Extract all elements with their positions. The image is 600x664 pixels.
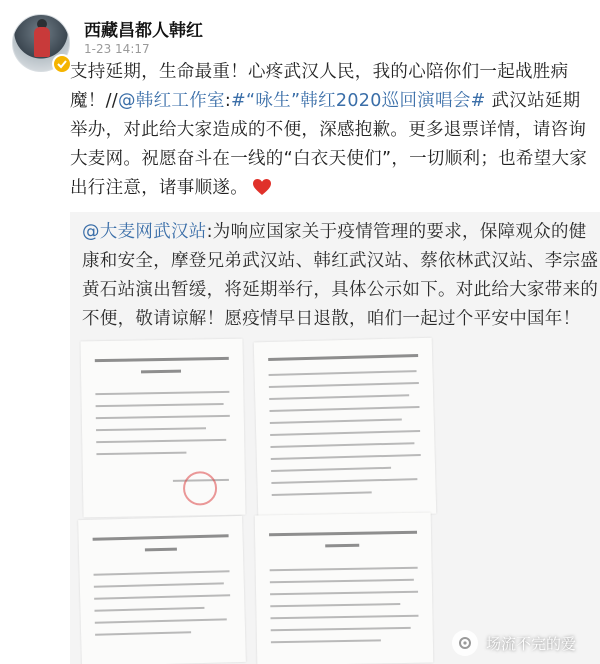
post-body xyxy=(70,58,598,206)
repost-body xyxy=(82,218,600,334)
repost-mention-link[interactable]: @大麦网武汉站 xyxy=(82,222,207,242)
post-text-part: : xyxy=(224,91,232,111)
watermark-text: 场流不完的爱 xyxy=(486,634,577,653)
hashtag-link[interactable]: #“咏生”韩红2020巡回演唱会# xyxy=(231,91,486,111)
post-text-part: 支持延期，生命最重！心疼武汉人民，我的心陪你们一起战胜病魔！// xyxy=(70,62,569,111)
watermark xyxy=(452,628,576,658)
notice-image-1[interactable] xyxy=(80,339,245,518)
repost-text: :为响应国家关于疫情管理的要求，保障观众的健康和安全，摩登兄弟武汉站、韩红武汉站、蔡依林武汉站、李宗盛黄石站演出暂缓，将延期举行，具体公示如下。对此给大家带来的不便，敬请谅解！愿疫情早日退散，咱们一起过个平安中国年！ xyxy=(82,222,599,329)
post-timestamp: 1-23 14:17 xyxy=(84,42,150,56)
mention-link[interactable]: @韩红工作室 xyxy=(118,91,225,111)
repost-card[interactable] xyxy=(70,212,600,664)
avatar[interactable] xyxy=(12,14,70,72)
heart-icon xyxy=(252,177,272,206)
notice-image-3[interactable] xyxy=(78,516,246,664)
post-text-part: 武汉站延期举办，对此给大家造成的不便，深感抱歉。更多退票详情，请咨询大麦网。祝愿奋斗在一线的“白衣天使们”，一切顺利；也希望大家出行注意，诸事顺遂。 xyxy=(70,91,588,198)
notice-image-4[interactable] xyxy=(255,512,434,664)
notice-image-2[interactable] xyxy=(254,338,437,519)
watermark-logo-icon xyxy=(452,630,478,656)
verified-badge-icon xyxy=(52,54,72,74)
author-name[interactable]: 西藏昌都人韩红 xyxy=(84,21,203,41)
